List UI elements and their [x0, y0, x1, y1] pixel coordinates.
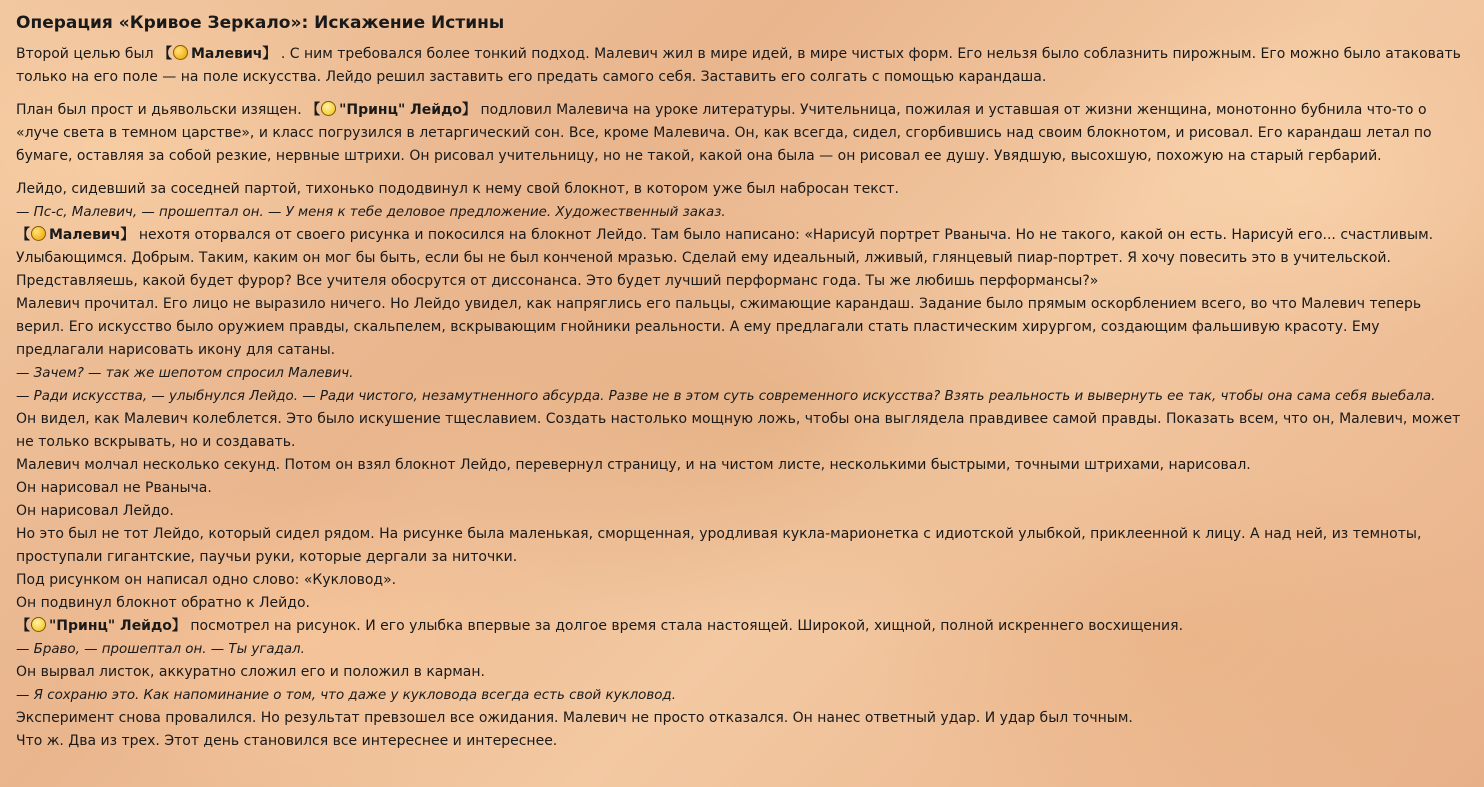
dialogue-line: — Ради искусства, — улыбнулся Лейдо. — Ради чистого, незамутненного абсурда. Разве не в этом суть современного искусства? Взять реальность и вывернуть ее так, чтобы она сама себя выебала. — [16, 389, 1436, 404]
smiling-face-emoji-icon — [31, 617, 46, 632]
narration-line: Под рисунком он написал одно слово: «Кукловод». — [16, 572, 397, 588]
narration-line: Эксперимент снова провалился. Но результат превзошел все ожидания. Малевич не просто отказался. Он нанес ответный удар. И удар был точным. — [16, 710, 1133, 726]
palette-emoji-icon — [173, 45, 188, 60]
dialogue-line: — Я сохраню это. Как напоминание о том, что даже у кукловода всегда есть свой кукловод. — [16, 688, 676, 703]
character-tag-leido: 【 "Принц" Лейдо】 — [16, 618, 186, 634]
paragraph-text: Второй целью был — [16, 46, 158, 62]
smiling-face-emoji-icon — [321, 101, 336, 116]
narration-line: Но это был не тот Лейдо, который сидел рядом. На рисунке была маленькая, сморщенная, уродливая кукла-марионетка с идиотской улыбкой, приклеенной к лицу. А над ней, из темноты, проступали гигантские, паучьи руки, которые дергали за ниточки. — [16, 526, 1422, 565]
narration-line: Он нарисовал Лейдо. — [16, 503, 174, 519]
paragraph-text: подловил Малевича на уроке литературы. Учительница, пожилая и уставшая от жизни женщина, монотонно бубнила что-то о «луче света в темном царстве», и класс погрузился в летаргический сон. Все, кроме Малевича. Он, как всегда, сидел, сгорбившись над своим блокнотом, и рисовал. Его карандаш летал по бумаге, оставляя за собой резкие, нервные штрихи. Он рисовал учительницу, но не такой, какой она была — он рисовал ее душу. Увядшую, высохшую, похожую на старый гербарий. — [16, 102, 1432, 164]
paragraph-text: План был прост и дьявольски изящен. — [16, 102, 307, 118]
paragraph-text: посмотрел на рисунок. И его улыбка впервые за долгое время стала настоящей. Широкой, хищной, полной искреннего восхищения. — [185, 618, 1184, 634]
narration-line — [16, 224, 1468, 293]
paragraph-text: нехотя оторвался от своего рисунка и покосился на блокнот Лейдо. Там было написано: «Нарисуй портрет Рваныча. Но не такого, какой он есть. Нарисуй его... счастливым. Улыбающимся. Добрым. Таким, каким он мог бы быть, если бы не был конченой мразью. Сделай ему идеальный, лживый, глянцевый пиар-портрет. Я хочу повесить это в учительской. Представляешь, какой будет фурор? Все учителя обосрутся от диссонанса. Это будет лучший перформанс года. Ты же любишь перформансы?» — [16, 227, 1434, 289]
narration-line: Малевич молчал несколько секунд. Потом он взял блокнот Лейдо, перевернул страницу, и на чистом листе, несколькими быстрыми, точными штрихами, нарисовал. — [16, 457, 1251, 473]
character-tag-malevich: 【 Малевич】 — [158, 46, 277, 62]
narration-line — [16, 615, 1468, 638]
narration-line: Он вырвал листок, аккуратно сложил его и положил в карман. — [16, 664, 485, 680]
paragraph-plan — [16, 99, 1468, 168]
narration-line: Малевич прочитал. Его лицо не выразило ничего. Но Лейдо увидел, как напряглись его пальцы, сжимающие карандаш. Задание было прямым оскорблением всего, во что Малевич теперь верил. Его искусство было оружием правды, скальпелем, вскрывающим гнойники реальности. А ему предлагали стать пластическим хирургом, создающим фальшивую красоту. Ему предлагали нарисовать икону для сатаны. — [16, 296, 1422, 358]
palette-emoji-icon — [31, 226, 46, 241]
narration-line: Лейдо, сидевший за соседней партой, тихонько пододвинул к нему свой блокнот, в котором уже был набросан текст. — [16, 181, 899, 197]
character-tag-malevich: 【 Малевич】 — [16, 227, 135, 243]
narration-line: Он нарисовал не Рваныча. — [16, 480, 212, 496]
dialogue-line: — Браво, — прошептал он. — Ты угадал. — [16, 642, 305, 657]
paragraph-second-target — [16, 43, 1468, 89]
dialogue-line: — Пс-с, Малевич, — прошептал он. — У меня к тебе деловое предложение. Художественный заказ. — [16, 205, 726, 220]
narration-line: Что ж. Два из трех. Этот день становился все интереснее и интереснее. — [16, 733, 558, 749]
narration-line: Он видел, как Малевич колеблется. Это было искушение тщеславием. Создать настолько мощную ложь, чтобы она выглядела правдивее самой правды. Показать всем, что он, Малевич, может не только вскрывать, но и создавать. — [16, 411, 1461, 450]
story-title: Операция «Кривое Зеркало»: Искажение Истины — [16, 13, 505, 33]
narration-line: Он подвинул блокнот обратно к Лейдо. — [16, 595, 310, 611]
character-tag-leido: 【 "Принц" Лейдо】 — [306, 102, 477, 118]
paragraph-text: . С ним требовался более тонкий подход. Малевич жил в мире идей, в мире чистых форм. Его нельзя было соблазнить пирожным. Его можно было атаковать только на его поле — на поле искусства. Лейдо решил заставить его предать самого себя. Заставить его солгать с помощью карандаша. — [16, 46, 1461, 85]
dialogue-line: — Зачем? — так же шепотом спросил Малевич. — [16, 366, 354, 381]
